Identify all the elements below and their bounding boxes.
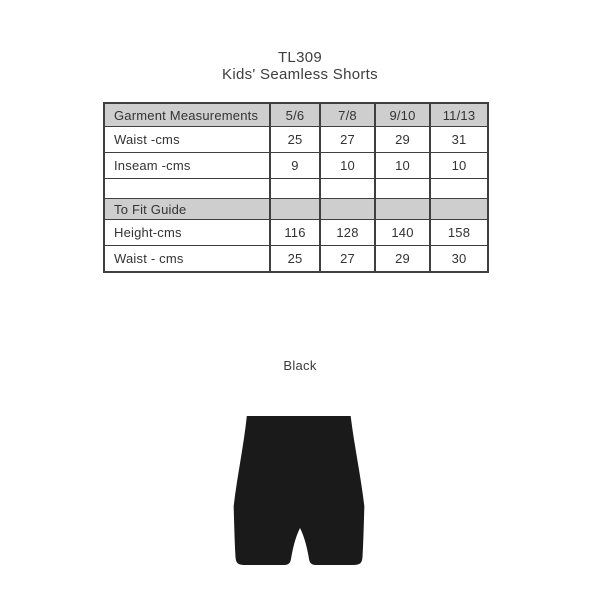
table-cell: 128: [320, 220, 375, 246]
row-label-inseam: Inseam -cms: [104, 153, 270, 179]
to-fit-guide-label: To Fit Guide: [104, 199, 270, 220]
product-title: [0, 49, 600, 83]
table-cell: 27: [320, 246, 375, 273]
table-cell: 10: [320, 153, 375, 179]
table-row-fit-waist: [104, 246, 488, 273]
size-header-9-10: 9/10: [375, 103, 430, 127]
row-label-fit-waist: Waist - cms: [104, 246, 270, 273]
table-cell: 25: [270, 246, 320, 273]
table-cell: 10: [430, 153, 488, 179]
table-row-waist: [104, 127, 488, 153]
black-shorts-image: [229, 412, 369, 568]
empty-cell: [375, 199, 430, 220]
spacer-row: [104, 179, 488, 199]
table-cell: 140: [375, 220, 430, 246]
table-cell: 9: [270, 153, 320, 179]
empty-cell: [320, 179, 375, 199]
empty-cell: [375, 179, 430, 199]
table-cell: 10: [375, 153, 430, 179]
garment-measurements-label: Garment Measurements: [104, 103, 270, 127]
size-header-7-8: 7/8: [320, 103, 375, 127]
size-chart-table: [103, 102, 489, 273]
size-header-11-13: 11/13: [430, 103, 488, 127]
table-cell: 29: [375, 246, 430, 273]
size-header-5-6: 5/6: [270, 103, 320, 127]
empty-cell: [270, 179, 320, 199]
shorts-shape: [234, 416, 365, 565]
empty-cell: [430, 179, 488, 199]
table-cell: 29: [375, 127, 430, 153]
empty-cell: [270, 199, 320, 220]
table-cell: 116: [270, 220, 320, 246]
table-cell: 158: [430, 220, 488, 246]
table-cell: 30: [430, 246, 488, 273]
color-name-label: Black: [283, 358, 317, 373]
product-name: Kids' Seamless Shorts: [222, 66, 378, 83]
table-cell: 27: [320, 127, 375, 153]
row-label-height: Height-cms: [104, 220, 270, 246]
table-row-inseam: [104, 153, 488, 179]
table-cell: 25: [270, 127, 320, 153]
empty-cell: [320, 199, 375, 220]
table-cell: 31: [430, 127, 488, 153]
to-fit-guide-row: [104, 199, 488, 220]
empty-cell: [430, 199, 488, 220]
product-code: TL309: [277, 49, 323, 66]
garment-measurements-header-row: [104, 103, 488, 127]
table-row-height: [104, 220, 488, 246]
row-label-waist: Waist -cms: [104, 127, 270, 153]
empty-cell: [104, 179, 270, 199]
